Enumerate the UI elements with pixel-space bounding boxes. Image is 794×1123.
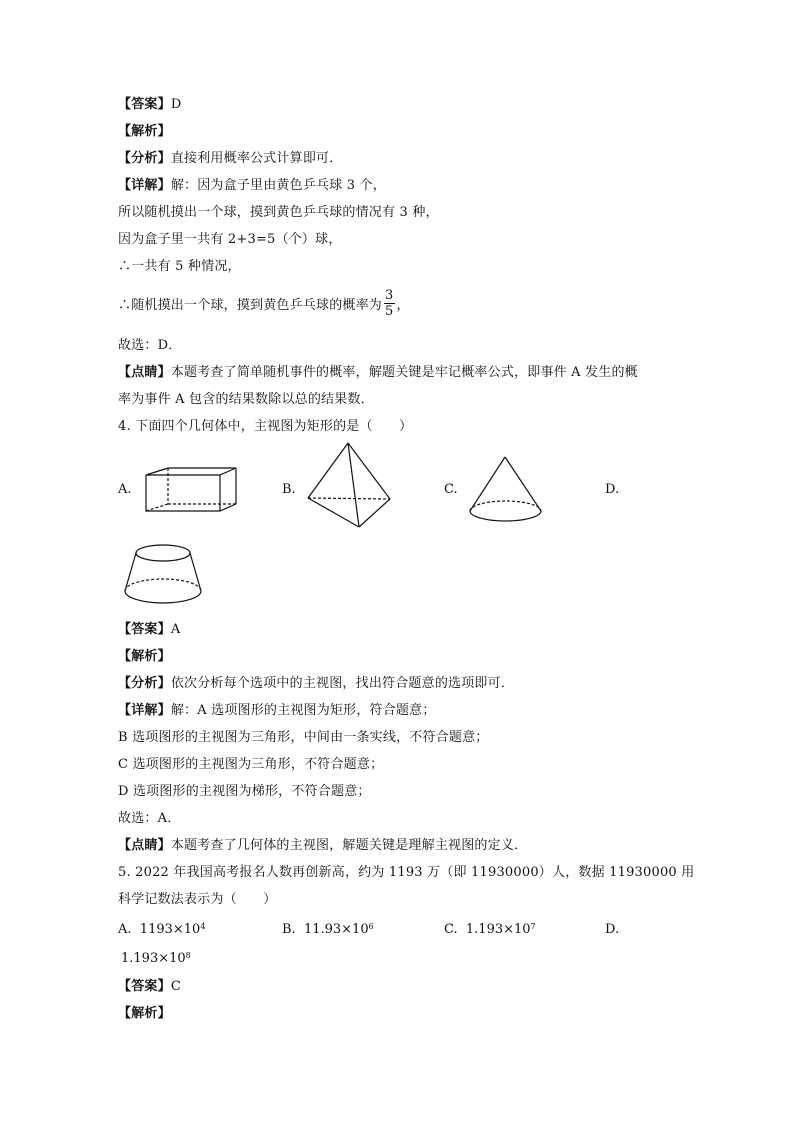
dianjing-cont: 率为事件 A 包含的结果数除以总的结果数． [118,392,374,407]
xiangjie-line [118,702,436,720]
option-a [118,921,205,939]
solution-line-4: ∴一共有 5 种情况， [118,259,241,274]
option-value: 1.193×10 [465,922,531,937]
answer-line-q5 [118,978,181,996]
choose-line-q3: 故选：D． [118,338,182,353]
fenxi-line [118,675,514,693]
analysis-heading: 【解析】 [118,1006,171,1021]
answer-tag: 【答案】 [118,622,171,637]
question-4-stem: 4. 下面四个几何体中，主视图为矩形的是（ ） [118,419,413,434]
dianjing-tag: 【点睛】 [118,365,171,380]
dianjing-line [118,364,638,382]
xiangjie-tag: 【详解】 [118,703,171,718]
frustum-figure [122,543,206,609]
exponent: 6 [368,922,374,931]
option-d-label: D. [605,482,620,497]
option-value: 1193×10 [139,922,201,937]
cuboid-figure [140,467,240,517]
option-label: B. [282,922,296,937]
option-b-label: B. [282,482,296,497]
answer-line-q4 [118,621,180,639]
question-5-stem: 5. 2022 年我国高考报名人数再创新高，约为 1193 万（即 11930000）人，数据 11930000 用 [118,865,695,880]
xiangjie-tag: 【详解】 [118,178,171,193]
answer-line-q3 [118,96,181,114]
pyramid-figure [304,441,394,531]
question-5-stem-cont: 科学记数法表示为（ ） [118,892,277,907]
option-label: A. [118,922,132,937]
answer-value: A [170,622,181,637]
option-c [444,921,536,939]
fenxi-text: 直接利用概率公式计算即可． [170,151,343,166]
solution-line-5 [118,290,410,321]
probability-text: ∴随机摸出一个球，摸到黄色乒乓球的概率为 [118,298,383,313]
fraction-numerator: 3 [385,288,394,303]
solution-line-b: B 选项图形的主视图为三角形，中间由一条实线，不符合题意； [118,730,489,745]
dianjing-line [118,837,527,855]
option-d-label: D. [605,922,620,937]
xiangjie-line [118,177,386,195]
exponent: 4 [200,922,206,931]
fenxi-tag: 【分析】 [118,151,171,166]
option-c-label: C. [444,482,458,497]
dianjing-tag: 【点睛】 [118,838,171,853]
fraction [384,288,394,319]
answer-value: D [170,97,182,112]
answer-tag: 【答案】 [118,979,171,994]
option-value: 11.93×10 [303,922,369,937]
exponent: 7 [530,922,536,931]
option-d-value [121,950,191,968]
option-value: 1.193×10 [121,951,186,966]
option-b [282,921,374,939]
fraction-denominator: 5 [385,304,394,319]
solution-line-3: 因为盒子里一共有 2+3=5（个）球， [118,232,342,247]
option-label: C. [444,922,458,937]
fenxi-tag: 【分析】 [118,676,171,691]
fenxi-line [118,150,342,168]
exponent: 8 [185,951,191,960]
solution-line-d: D 选项图形的主视图为梯形，不符合题意； [118,784,371,799]
cone-figure [468,455,548,525]
xiangjie-text: 解：A 选项图形的主视图为矩形，符合题意； [170,703,436,718]
fenxi-text: 依次分析每个选项中的主视图，找出符合题意的选项即可． [170,676,515,691]
choose-line-q4: 故选：A． [118,811,181,826]
solution-line-2: 所以随机摸出一个球，摸到黄色乒乓球的情况有 3 种， [118,205,439,220]
answer-tag: 【答案】 [118,97,171,112]
answer-value: C [170,979,181,994]
comma: ， [396,298,410,313]
analysis-heading: 【解析】 [118,124,171,139]
dianjing-text: 本题考查了几何体的主视图，解题关键是理解主视图的定义． [170,838,528,853]
solution-line-c: C 选项图形的主视图为三角形，不符合题意； [118,757,384,772]
xiangjie-text: 解：因为盒子里由黄色乒乓球 3 个， [170,178,386,193]
option-a-label: A. [118,482,132,497]
dianjing-text: 本题考查了简单随机事件的概率，解题关键是牢记概率公式，即事件 A 发生的概 [170,365,638,380]
analysis-heading: 【解析】 [118,649,171,664]
